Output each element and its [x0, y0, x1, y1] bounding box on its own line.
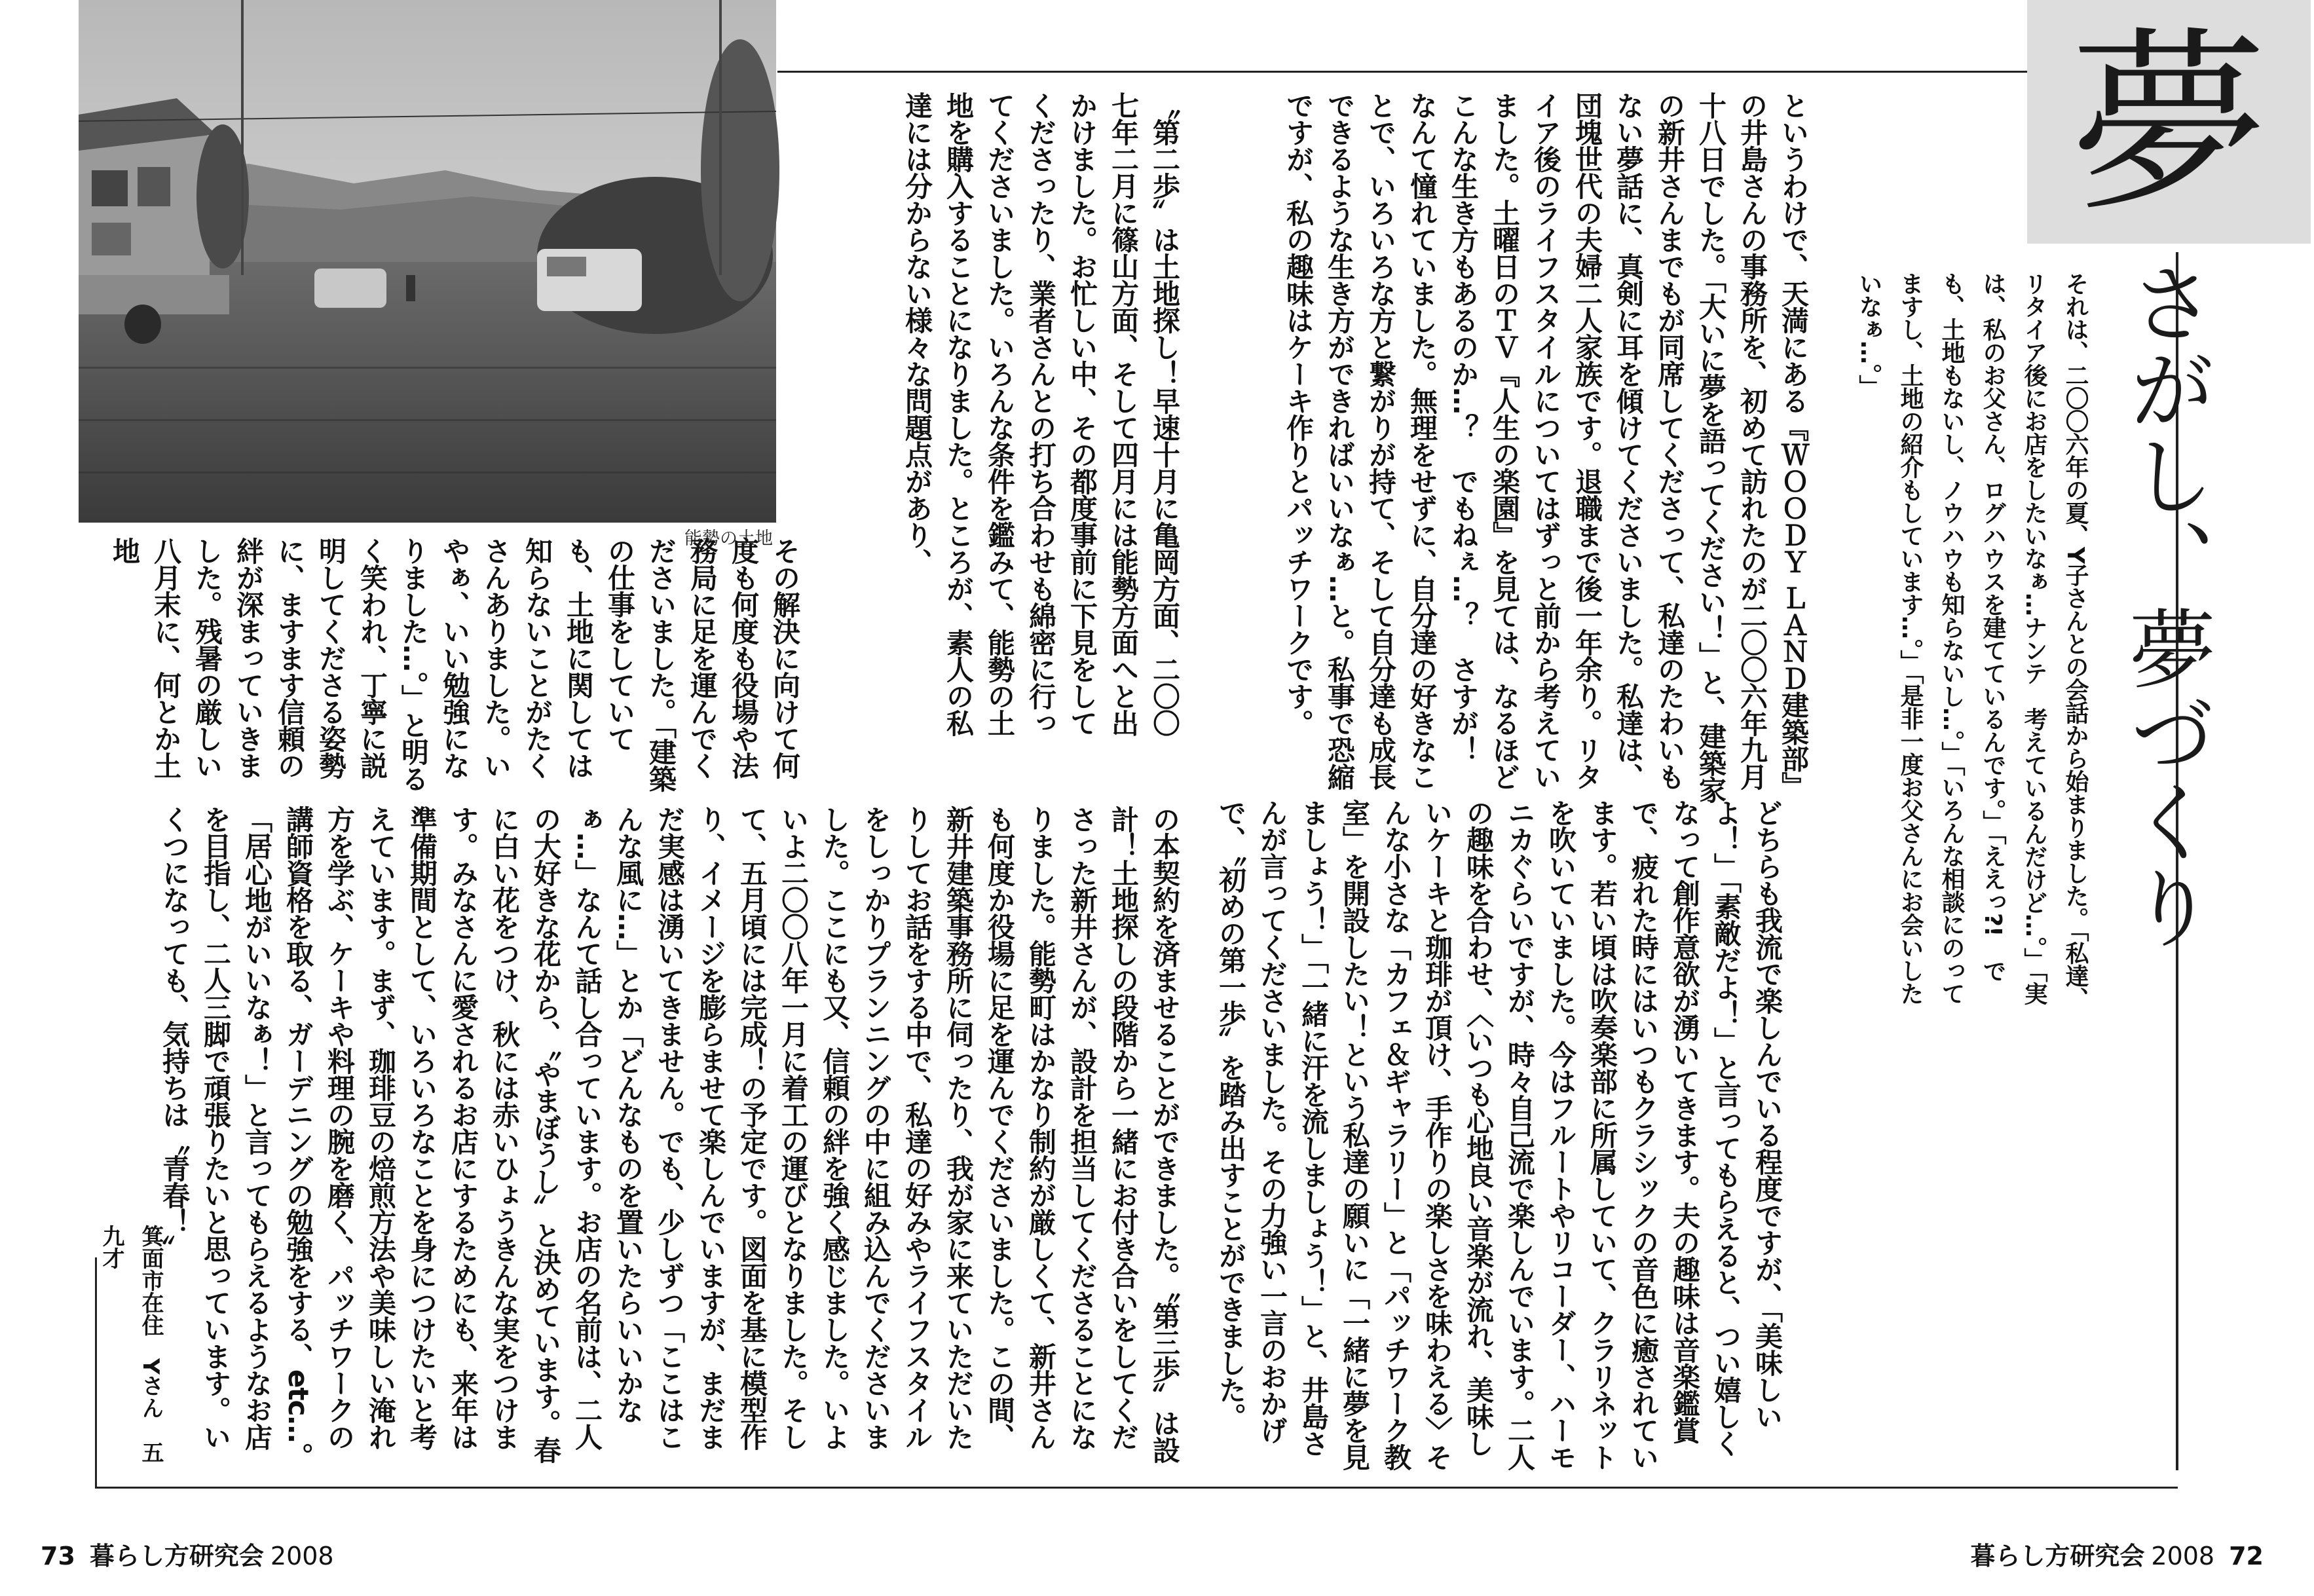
- body-mid-upper: 〝第二歩〟は土地探し！早速十月に亀岡方面、二〇〇七年二月に篠山方面、そして四月には能勢方面へと出かけました。お忙しい中、その都度事前に下見をしてくださったり、業者さんとの打ち合わせも綿密に行ってくださいました。いろんな条件を鑑みて、能勢の土地を購入することになりました。ところが、素人の私達には分からない様々な問題点があり、: [901, 92, 1181, 736]
- land-photo: [79, 0, 776, 523]
- page-number-left: 73: [41, 1542, 75, 1570]
- body-left-narrow: その解決に向けて何度も何度も役場や法務局に足を運んでくださいました。「建築の仕事をしていても、土地に関しては知らないことがたくさんありました。いやぁ、いい勉強になりました…。」と明るく笑われ、丁寧に説明してくださる姿勢に、ますます信頼の絆が深まっていきました。残暑の厳しい八月末に、何とか土地: [109, 537, 801, 792]
- author-signature: 箕面市在住 Yさん 五九才: [98, 1225, 164, 1464]
- body-upper-right: というわけで、天満にある『ＷＯＯＤＹ ＬＡＮＤ建築部』の井島さんの事務所を、初めて訪れたのが二〇〇六年九月十八日でした。「大いに夢を語ってください！」と、建築家の新井さんまでもが同席してくださって、私達のたわいもない夢話に、真剣に耳を傾けてくださいました。私達は、団塊世代の夫婦二人家族です。退職まで後一年余り。リタイア後のライフスタイルについてはずっと前から考えていました。土曜日のＴＶ『人生の楽園』を見ては、なるほどこんな生き方もあるのか…？ でもねぇ…？ さすが！ なんて憧れていました。無理をせずに、自分達の好きなことで、いろいろな方と繋がりが持て、そして自分達も成長できるような生き方ができればいいなぁ…と。私事で恐縮ですが、私の趣味はケーキ作りとパッチワークです。: [1282, 92, 1810, 803]
- bottom-rule: [95, 1487, 2178, 1489]
- footer-title-right: 暮らし方研究会: [1970, 1542, 2145, 1570]
- footer-right: [1970, 1536, 2278, 1572]
- page-title: 夢: [2070, 10, 2267, 238]
- footer-left: [26, 1536, 334, 1572]
- left-rule: [95, 1257, 97, 1487]
- page-number-right: 72: [2229, 1542, 2264, 1570]
- footer-year-left: 2008: [270, 1542, 334, 1570]
- footer-title-left: 暮らし方研究会: [89, 1542, 264, 1570]
- body-mid-lower: の本契約を済ませることができました。〝第三歩〟は設計！土地探しの段階から一緒にお付き合いをしてくださった新井さんが、設計を担当してくださることになりました。能勢町はかなり制約が厳しくて、新井さんも何度か役場に足を運んでくださいました。この間、新井建築事務所に伺ったり、我が家に来ていただいたりしてお話をする中で、私達の好みやライフスタイルをしっかりプランニングの中に組み込んでくださいました。ここにも又、信頼の絆を強く感じました。いよいよ二〇〇八年一月に着工の運びとなりました。そして、五月頃には完成！の予定です。図面を基に模型作り、イメージを膨らませて楽しんでいますが、まだまだ実感は湧いてきません。でも、少しずつ「ここはこんな風に…」とか「どんなものを置いたらいいかなぁ…」なんて話し合っています。お店の名前は、二人の大好きな花から、〝やまぼうし〟と決めています。春に白い花をつけ、秋には赤いひょうきんな実をつけます。みなさんに愛されるお店にするためにも、来年は準備期間として、いろいろなことを身につけたいと考えています。まず、珈琲豆の焙煎方法や美味しい淹れ方を学ぶ、ケーキや料理の腕を磨く、パッチワークの講師資格を取る、ガーデニングの勉強をする、etc…。「居心地がいいなぁ！」と言ってもらえるようなお店を目指し、二人三脚で頑張りたいと思っています。いくつになっても、気持ちは〝青春！〟: [159, 806, 1181, 1470]
- body-lower-right: どちらも我流で楽しんでいる程度ですが、「美味しいよ！」「素敵だよ！」と言ってもらえると、つい嬉しくなって創作意欲が湧いてきます。夫の趣味は音楽鑑賞で、疲れた時にはいつもクラシックの音色に癒されています。若い頃は吹奏楽部に所属していて、クラリネットを吹いていました。今はフルートやリコーダー、ハーモニカぐらいですが、時々自己流で楽しんでいます。二人の趣味を合わせ、〈いつも心地良い音楽が流れ、美味しいケーキと珈琲が頂け、手作りの楽しさを味わえる〉そんな小さな「カフェ＆ギャラリー」と「パッチワーク教室」を開設したい！という私達の願いに「一緒に夢を見ましょう！」「一緒に汗を流しましょう！」と、井島さんが言ってくださいました。その力強い一言のおかげで、〝初めの第一歩〟を踏み出すことができました。: [1215, 799, 1783, 1470]
- photo-caption: 能勢の土地: [684, 529, 773, 549]
- top-rule: [777, 71, 2032, 73]
- intro-text: それは、二〇〇六年の夏、Y子さんとの会話から始まりました。「私達、リタイア後にお店をしたいなぁ…ナンテ 考えているんだけど…。」「実は、私のお父さん、ログハウスを建てているんです。」「ええっ?! でも、土地もないし、ノウハウも知らないし…。」「いろんな相談にのってますし、土地の紹介もしています…。」「是非一度お父さんにお会いしたいなぁ…。」: [1856, 272, 2089, 1011]
- page-subtitle: さがし、夢づくり: [2114, 259, 2215, 950]
- footer-year-right: 2008: [2151, 1542, 2215, 1570]
